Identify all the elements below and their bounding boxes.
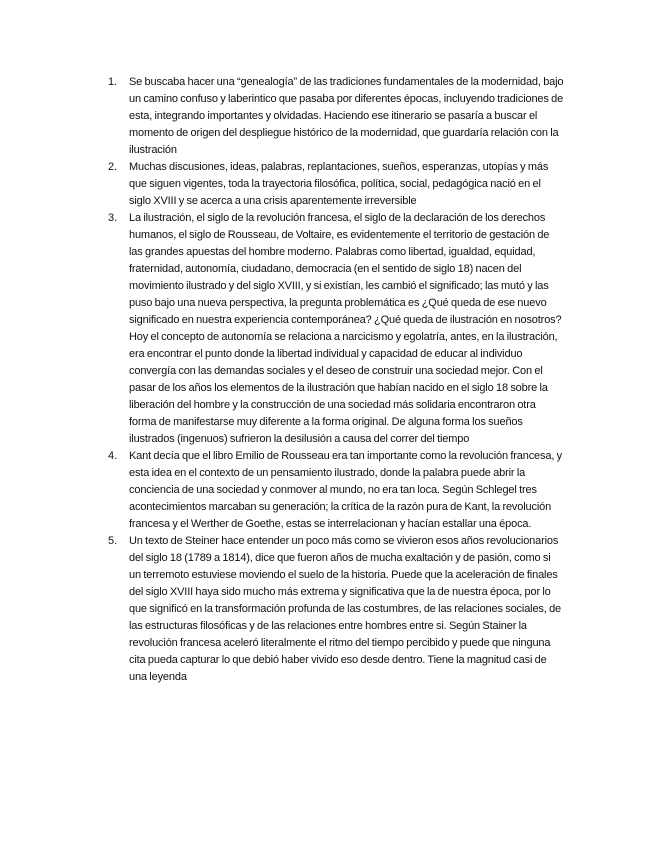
- list-item-text: La ilustración, el siglo de la revolución francesa, el siglo de la declaración de los derechos humanos, el siglo de Rousseau, de Voltaire, es evidentemente el territorio de gestación de las grandes apuestas del hombre moderno. Palabras como libertad, igualdad, equidad, fraternidad, autonomía, ciudadano, democracia (en el sentido de siglo 18) nacen del movimiento ilustrado y del siglo XVIII, y si existían, les cambió el significado; las mutó y las puso bajo una nueva perspectiva, la pregunta problemática es ¿Qué queda de ese nuevo significado en nuestra experiencia contemporánea? ¿Qué queda de ilustración en nosotros? Hoy el concepto de autonomía se relaciona a narcicismo y egolatría, antes, en la ilustración, era encontrar el punto donde la libertad individual y capacidad de educar al individuo convergía con las demandas sociales y el deseo de construir una sociedad mejor. Con el pasar de los años los elementos de la ilustración que habían nacido en el siglo 18 sobre la liberación del hombre y la construcción de una sociedad más solidaria encontraron otra forma de manifestarse muy diferente a la forma original. De alguna forma los sueños ilustrados (ingenuos) sufrieron la desilusión a causa del correr del tiempo: [129, 212, 562, 445]
- list-item: [108, 533, 564, 686]
- numbered-list: [108, 74, 564, 686]
- list-item-number: 5.: [108, 535, 118, 547]
- list-item-text: Muchas discusiones, ideas, palabras, replantaciones, sueños, esperanzas, utopías y más que siguen vigentes, toda la trayectoria filosófica, política, social, pedagógica nació en el siglo XVIII y se acerca a una crisis aparentemente irreversible: [129, 161, 549, 207]
- list-item-number: 2.: [108, 161, 118, 173]
- list-item-text: Se buscaba hacer una “genealogía” de las tradiciones fundamentales de la modernidad, bajo un camino confuso y laberintico que pasaba por diferentes épocas, incluyendo tradiciones de esta, integrando importantes y olvidadas. Haciendo ese itinerario se pasaría a buscar el momento de origen del despliegue histórico de la modernidad, que guardaría relación con la ilustración: [129, 76, 564, 156]
- list-item-text: Kant decía que el libro Emilio de Rousseau era tan importante como la revolución francesa, y esta idea en el contexto de un pensamiento ilustrado, donde la palabra puede abrir la conciencia de una sociedad y conmover al mundo, no era tan loca. Según Schlegel tres acontecimientos marcaban su generación; la crítica de la razón pura de Kant, la revolución francesa y el Werther de Goethe, estas se interrelacionan y hacían estallar una época.: [129, 450, 563, 530]
- list-item: [108, 74, 564, 159]
- list-item-text: Un texto de Steiner hace entender un poco más como se vivieron esos años revolucionarios del siglo 18 (1789 a 1814), dice que fueron años de mucha exaltación y de pasión, como si un terremoto estuviese moviendo el suelo de la historia. Puede que la aceleración de finales del siglo XVIII haya sido mucho más extrema y significativa que la de nuestra época, por lo que significó en la transformación profunda de las costumbres, de las relaciones sociales, de las estructuras filosóficas y de las relaciones entre hombres entre si. Según Stainer la revolución francesa aceleró literalmente el ritmo del tiempo percibido y puede que ninguna cita pueda capturar lo que debió haber vivido eso desde dentro. Tiene la magnitud casi de una leyenda: [129, 535, 562, 683]
- list-item-number: 3.: [108, 212, 118, 224]
- list-item: [108, 159, 564, 210]
- list-item-number: 4.: [108, 450, 118, 462]
- list-item-number: 1.: [108, 76, 118, 88]
- list-item: [108, 210, 564, 448]
- list-item: [108, 448, 564, 533]
